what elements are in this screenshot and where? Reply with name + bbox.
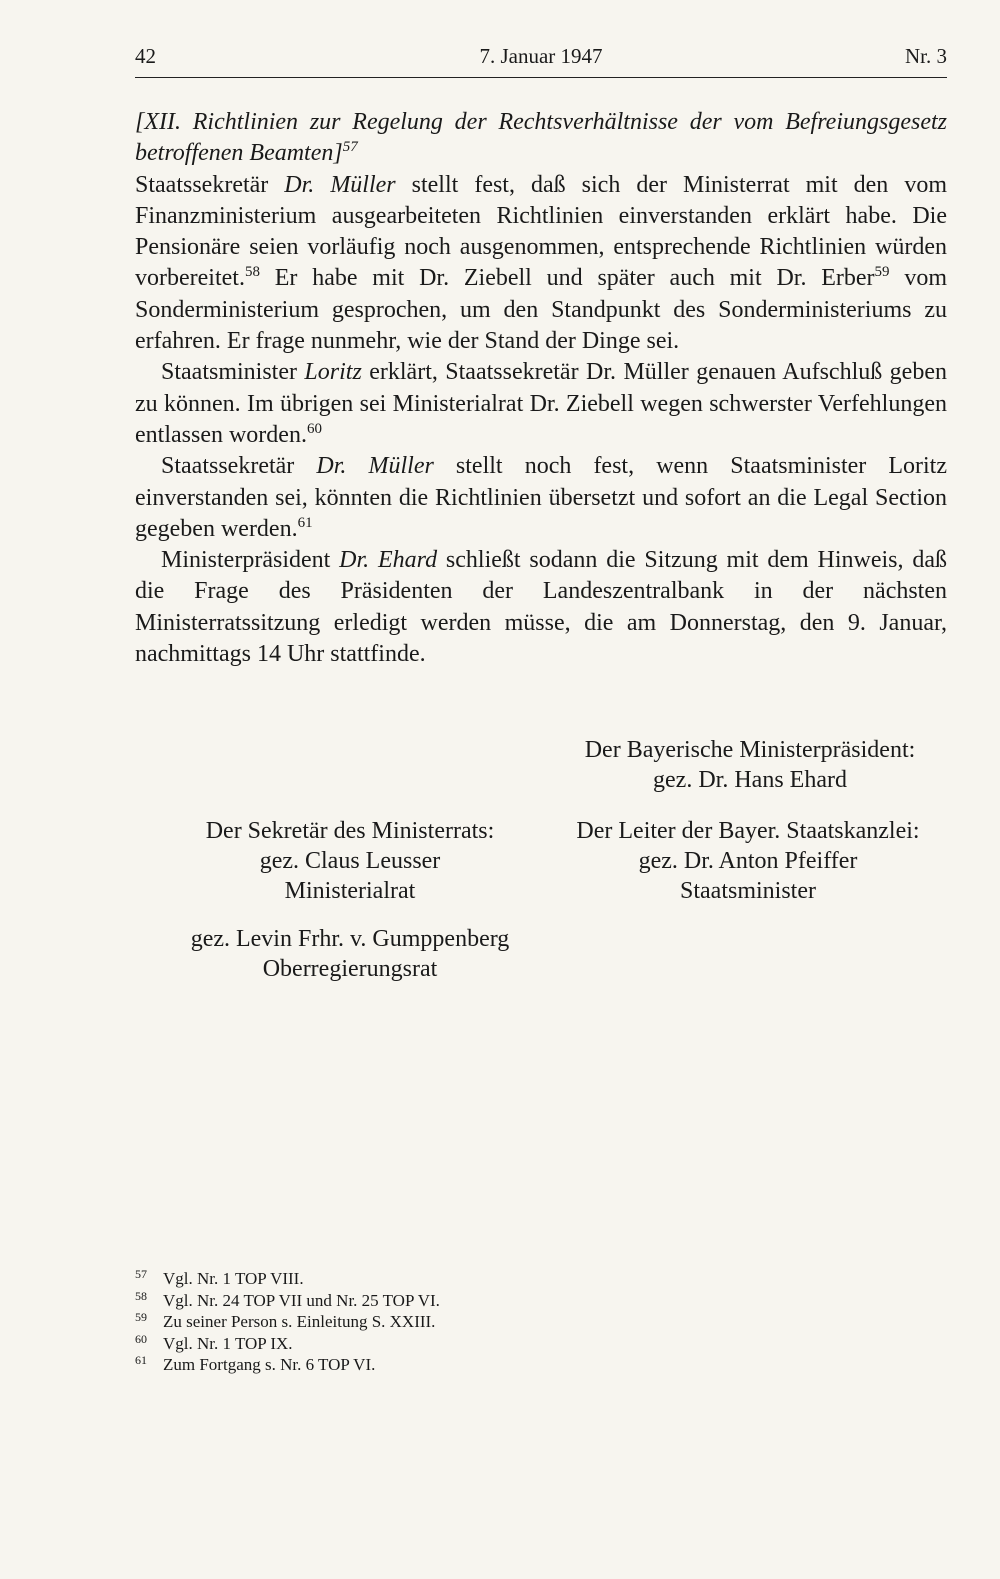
footnotes bbox=[135, 1268, 735, 1376]
body-text bbox=[135, 107, 947, 670]
footnote-ref: 58 bbox=[244, 264, 260, 281]
paragraph-4: Ministerpräsident Dr. Ehard schließt sodann die Sitzung mit dem Hinweis, daß die Frage des Präsidenten der Landeszentralbank in der nächsten Ministerratssitzung erledigt werden müsse, die am Donnerstag, den 9. Januar, nachmittags 14 Uhr stattfinde. bbox=[135, 547, 947, 668]
signature-ministerpraesident: Der Bayerische Ministerpräsident: gez. Dr. Hans Ehard bbox=[584, 737, 916, 793]
section-title: [XII. Richtlinien zur Regelung der Rechtsverhältnisse der vom Befreiungsgesetz betroffenen Beamten]$^{57}$ bbox=[135, 109, 947, 167]
footnote: 59 Zu seiner Person s. Einleitung S. XXIII. bbox=[135, 1310, 436, 1331]
issue-number: Nr. 3 bbox=[905, 44, 947, 68]
speaker-name: Loritz bbox=[304, 359, 362, 386]
footnote-ref: 57 bbox=[342, 139, 358, 156]
paragraph-1: Staatssekretär Dr. Müller stellt fest, daß sich der Ministerrat mit den vom Finanzministerium ausgearbeiteten Richtlinien einverstanden erklärt habe. Die Pensionäre seien vorläufig noch ausgenommen, entsprechende Richtlinien würden vorbereitet.$^{58}$ Er habe mit Dr. Ziebell und später auch mit Dr. Erber$^{59}$ vom Sonderministerium gesprochen, um den Standpunkt des Sonderministeriums zu erfahren. Er frage nunmehr, wie der Stand der Dinge sei. bbox=[135, 171, 947, 355]
header-rule bbox=[135, 77, 947, 78]
footnote-ref: 59 bbox=[874, 264, 890, 281]
signature-gumppenberg: gez. Levin Frhr. v. Gumppenberg Oberregierungsrat bbox=[190, 926, 510, 982]
page-number: 42 bbox=[135, 44, 156, 68]
signature-leiter: Der Leiter der Bayer. Staatskanzlei: gez. Dr. Anton Pfeiffer Staatsminister bbox=[576, 818, 920, 904]
signature-sekretaer: Der Sekretär des Ministerrats: gez. Claus Leusser Ministerialrat bbox=[205, 818, 495, 904]
paragraph-3: Staatssekretär Dr. Müller stellt noch fest, wenn Staatsminister Loritz einverstanden sei, könnten die Richtlinien übersetzt und sofort an die Legal Section gegeben werden.$^{61}$ bbox=[135, 453, 948, 542]
footnote: 57 Vgl. Nr. 1 TOP VIII. bbox=[135, 1267, 304, 1288]
footnote: 60 Vgl. Nr. 1 TOP IX. bbox=[135, 1331, 293, 1353]
footnote-ref: 61 bbox=[297, 514, 313, 531]
footnote: 58 Vgl. Nr. 24 TOP VII und Nr. 25 TOP VI. bbox=[135, 1288, 440, 1310]
header-date: 7. Januar 1947 bbox=[479, 44, 603, 68]
speaker-name: Dr. Müller bbox=[316, 453, 434, 480]
paragraph-2: Staatsminister Loritz erklärt, Staatssekretär Dr. Müller genauen Aufschluß geben zu können. Im übrigen sei Ministerialrat Dr. Ziebell wegen schwerster Verfehlungen entlassen worden.$^{60}$ bbox=[135, 359, 947, 448]
speaker-name: Dr. Ehard bbox=[339, 547, 438, 574]
speaker-name: Dr. Müller bbox=[284, 171, 396, 198]
page-header bbox=[135, 44, 947, 76]
footnote-ref: 60 bbox=[306, 420, 322, 437]
footnote: 61 Zum Fortgang s. Nr. 6 TOP VI. bbox=[135, 1353, 376, 1374]
